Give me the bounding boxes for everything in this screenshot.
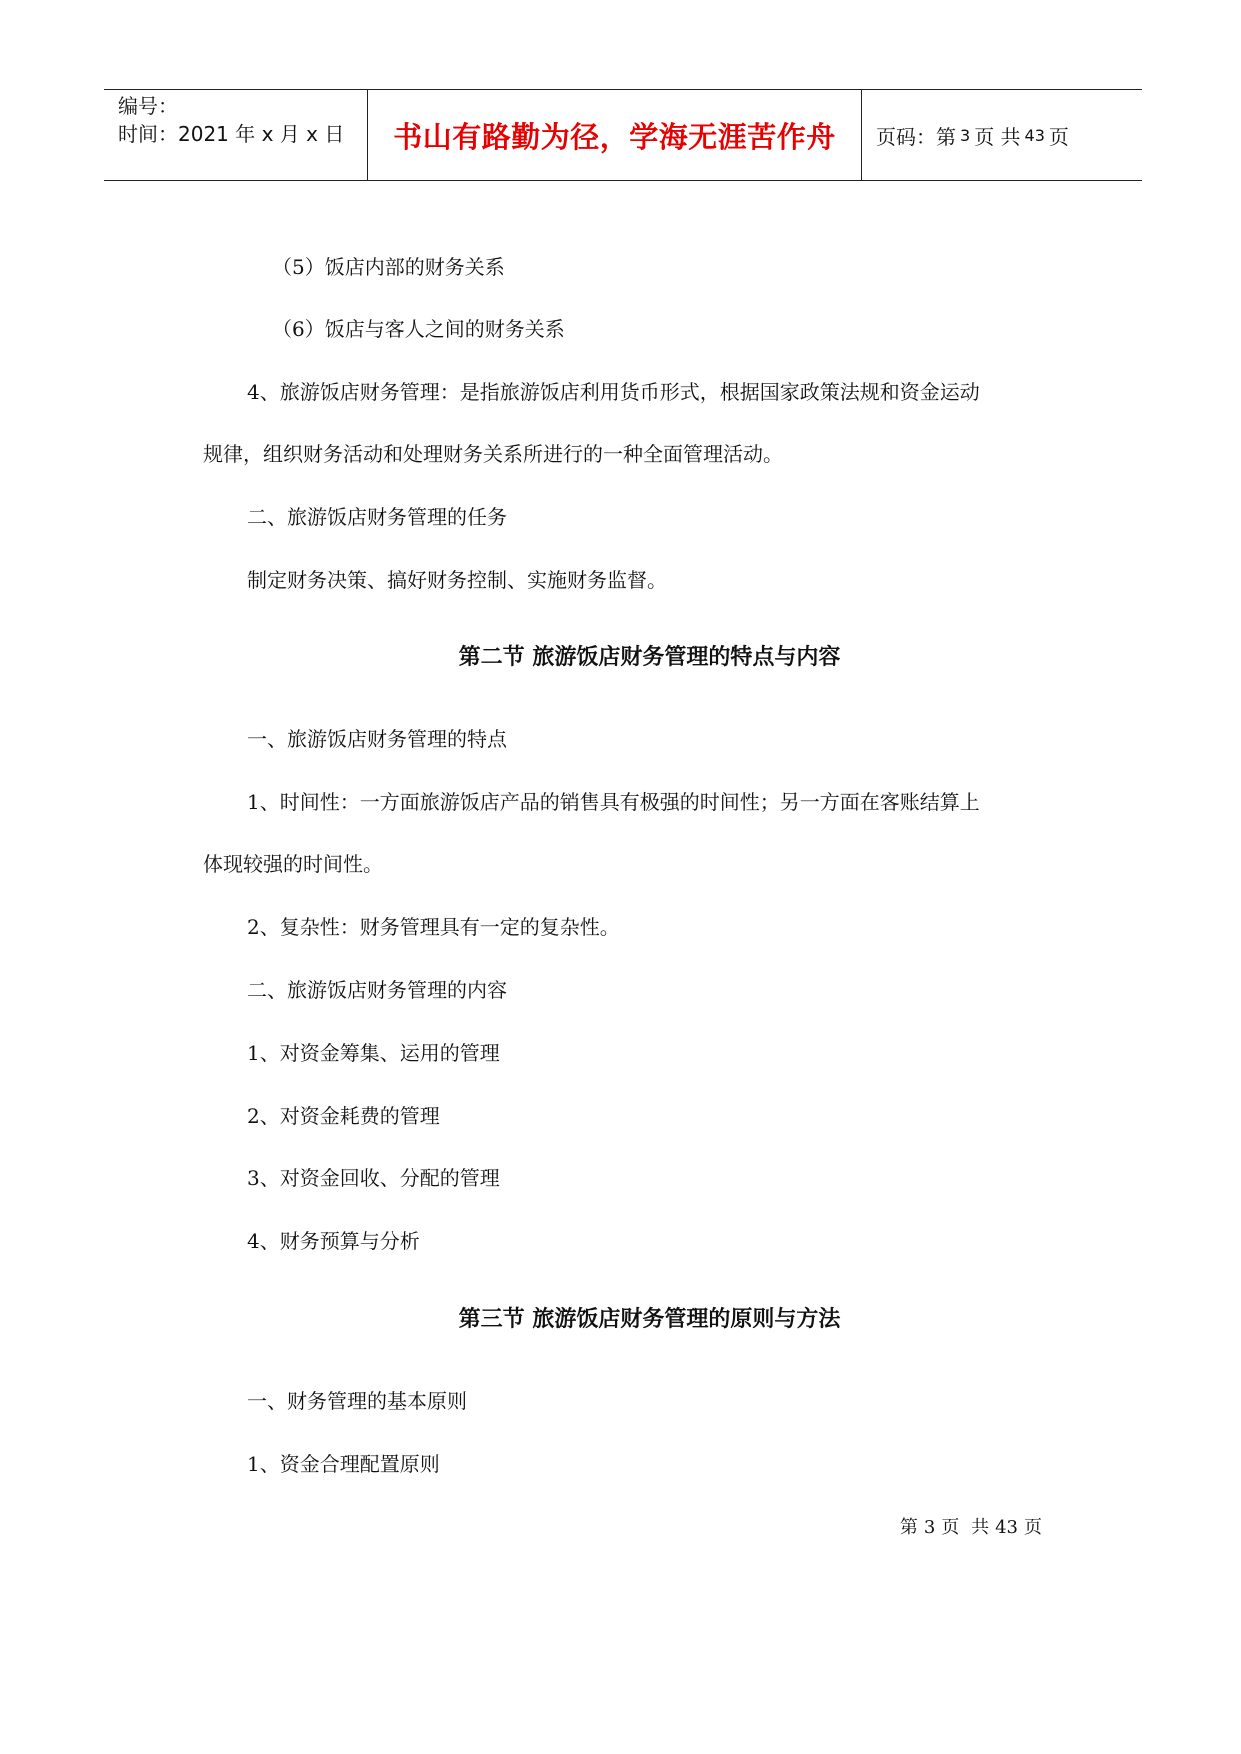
- header-motto: 书山有路勤为径，学海无涯苦作舟: [368, 90, 862, 180]
- list-item-1: 1、对资金筹集、运用的管理: [247, 1041, 500, 1065]
- paragraph-definition-line2: 规律，组织财务活动和处理财务关系所进行的一种全面管理活动。: [203, 442, 783, 466]
- paragraph-definition-line1: 4、旅游饭店财务管理：是指旅游饭店利用货币形式，根据国家政策法规和资金运动: [247, 380, 980, 404]
- paragraph-timeliness-line1: 1、时间性：一方面旅游饭店产品的销售具有极强的时间性；另一方面在客账结算上: [247, 790, 980, 814]
- heading-contents: 二、旅游饭店财务管理的内容: [247, 978, 507, 1002]
- heading-features: 一、旅游饭店财务管理的特点: [247, 727, 507, 751]
- footer-suffix: 页: [1024, 1517, 1042, 1538]
- footer-total: 43: [995, 1517, 1018, 1538]
- page-footer: [897, 1515, 1045, 1541]
- footer-current: 3: [923, 1517, 936, 1538]
- document-time-label: 时间：2021 年 x 月 x 日: [118, 122, 345, 146]
- paragraph-timeliness-line2: 体现较强的时间性。: [203, 852, 383, 876]
- document-number-label: 编号：: [118, 94, 178, 118]
- paragraph-complexity: 2、复杂性：财务管理具有一定的复杂性。: [247, 915, 620, 939]
- list-item-4: 4、财务预算与分析: [247, 1229, 420, 1253]
- list-item-2: 2、对资金耗费的管理: [247, 1104, 440, 1128]
- paragraph-tasks: 制定财务决策、搞好财务控制、实施财务监督。: [247, 568, 667, 592]
- heading-principles: 一、财务管理的基本原则: [247, 1389, 467, 1413]
- section-title-3: 第三节 旅游饭店财务管理的原则与方法: [458, 1307, 841, 1332]
- section-title-2: 第二节 旅游饭店财务管理的特点与内容: [458, 645, 841, 670]
- header-page-mid: 页 共: [974, 124, 1021, 149]
- list-item-3: 3、对资金回收、分配的管理: [247, 1166, 500, 1190]
- header-meta: [104, 90, 368, 180]
- header-page-total: 43: [1024, 125, 1045, 145]
- page-header: [104, 89, 1142, 181]
- paragraph-5: （5）饭店内部的财务关系: [272, 255, 505, 279]
- paragraph-6: （6）饭店与客人之间的财务关系: [272, 317, 565, 341]
- header-page-info: [862, 90, 1142, 180]
- footer-prefix: 第: [899, 1517, 918, 1538]
- footer-mid: 页 共: [941, 1517, 990, 1538]
- header-page-current: 3: [960, 125, 971, 145]
- heading-tasks: 二、旅游饭店财务管理的任务: [247, 505, 507, 529]
- header-page-prefix: 页码：第: [876, 124, 956, 149]
- paragraph-principle-1: 1、资金合理配置原则: [247, 1452, 440, 1476]
- header-page-suffix: 页: [1048, 124, 1069, 149]
